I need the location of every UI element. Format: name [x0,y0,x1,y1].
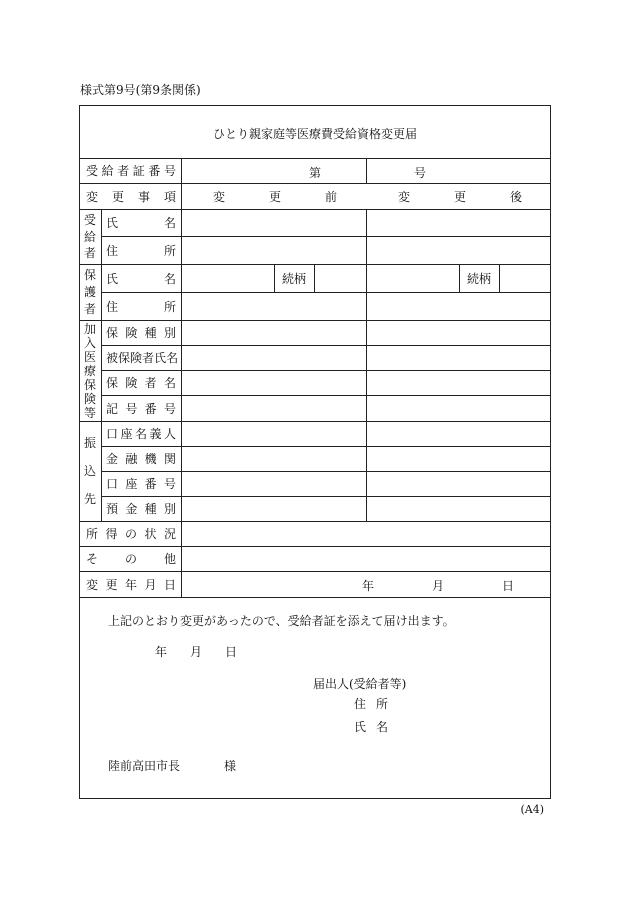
after-header-text: 変 更 後 [398,189,522,204]
account-number-label [106,471,176,496]
guardian-address-label [106,292,176,320]
insurer-name-text: 保 険 者 名 [106,376,176,390]
account-number-before-field[interactable] [182,472,365,496]
change-date-day: 日 [502,579,515,593]
other-label [86,546,176,571]
change-date-text: 変 更 年 月 日 [86,577,176,592]
account-holder-label [106,421,176,446]
deposit-type-before-field[interactable] [182,497,365,521]
income-field[interactable] [182,522,550,546]
other-text: そ の 他 [86,552,176,566]
account-holder-after-field[interactable] [367,422,550,446]
guardian-relation-after-label: 続柄 [466,271,491,286]
cert-number-field[interactable] [182,159,550,183]
symbol-number-text: 記 号 番 号 [106,401,176,416]
insurer-name-label [106,370,176,395]
before-header-text: 変 更 前 [213,189,337,204]
applicant-label: 届出人(受給者等) [313,677,407,691]
guardian-address-after-field[interactable] [367,293,550,320]
income-text: 所 得 の 状 況 [86,527,176,541]
insured-name-text: 被 保 険 者 氏 名 [106,351,179,365]
applicant-address-label [354,693,388,713]
recipient-name-before-field[interactable] [182,210,365,236]
symbol-number-label [106,395,176,421]
insurer-before-field[interactable] [182,371,365,395]
applicant-address-text: 住 所 [354,696,388,711]
cert-number-label-text: 受 給 者 証 番 号 [86,164,176,178]
account-holder-before-field[interactable] [182,422,365,446]
other-field[interactable] [182,547,550,571]
insured-name-before-field[interactable] [182,346,365,370]
declaration-day: 日 [225,645,238,659]
column-divider [101,209,102,521]
insurance-group-label: 加 入 医 療 保 険 等 [83,322,96,420]
guardian-name-before-field[interactable] [182,265,274,292]
symbol-number-after-field[interactable] [367,396,550,421]
recipient-name-after-field[interactable] [367,210,550,236]
recipient-name-label [106,209,176,236]
declaration-year: 年 [155,645,168,659]
insurance-type-text: 保 険 種 別 [106,326,176,340]
bank-text: 金 融 機 関 [106,452,176,466]
account-number-after-field[interactable] [367,472,550,496]
form-title: ひとり親家庭等医療費受給資格変更届 [212,127,417,141]
income-label [86,521,176,546]
insurance-type-before-field[interactable] [182,321,365,345]
change-item-header-text: 変 更 事 項 [86,189,176,204]
deposit-type-after-field[interactable] [367,497,550,521]
declaration-statement: 上記のとおり変更があったので、受給者証を添えて届け出ます。 [108,614,455,628]
guardian-address-text: 住 所 [106,299,176,314]
bank-before-field[interactable] [182,447,365,471]
applicant-name-label [354,716,388,736]
insured-name-label [106,345,179,370]
change-item-header [86,183,176,209]
guardian-name-text: 氏 名 [106,271,176,286]
insured-name-after-field[interactable] [367,346,550,370]
guardian-name-label [106,264,176,292]
change-date-label [86,571,176,597]
cert-dai: 第 [309,166,322,180]
guardian-address-before-field[interactable] [182,293,365,320]
recipient-address-before-field[interactable] [182,237,365,264]
bank-label [106,446,176,471]
account-holder-text: 口 座 名 義 人 [106,427,176,441]
recipient-name-text: 氏 名 [106,216,176,230]
guardian-relation-before-field[interactable] [315,265,365,292]
mayor-honorific: 様 [224,759,237,773]
applicant-name-text: 氏 名 [354,719,388,734]
declaration-month: 月 [190,645,203,659]
cert-number-label [86,158,176,183]
recipient-address-after-field[interactable] [367,237,550,264]
recipient-group-label: 受 給 者 [83,212,96,261]
deposit-type-text: 預 金 種 別 [106,502,176,516]
form-number: 様式第9号(第9条関係) [80,83,201,97]
guardian-relation-after-field[interactable] [500,265,550,292]
insurance-type-label [106,320,176,345]
bank-after-field[interactable] [367,447,550,471]
paper-size-note: (A4) [520,803,544,816]
change-date-month: 月 [432,579,445,593]
row-divider [79,597,551,598]
guardian-name-after-field[interactable] [367,265,459,292]
after-header [398,183,522,209]
recipient-address-label [106,236,176,264]
recipient-address-text: 住 所 [106,243,176,258]
insurance-type-after-field[interactable] [367,321,550,345]
account-number-text: 口 座 番 号 [106,477,176,491]
before-header [213,183,337,209]
symbol-number-before-field[interactable] [182,396,365,421]
cert-go: 号 [414,166,427,180]
change-date-year: 年 [362,579,375,593]
transfer-group-label: 振 込 先 [83,436,96,506]
guardian-relation-before-label: 続柄 [281,271,306,286]
insurer-after-field[interactable] [367,371,550,395]
mayor-addressee: 陸前高田市長 [108,759,181,773]
deposit-type-label [106,496,176,521]
guardian-group-label: 保 護 者 [83,268,96,316]
